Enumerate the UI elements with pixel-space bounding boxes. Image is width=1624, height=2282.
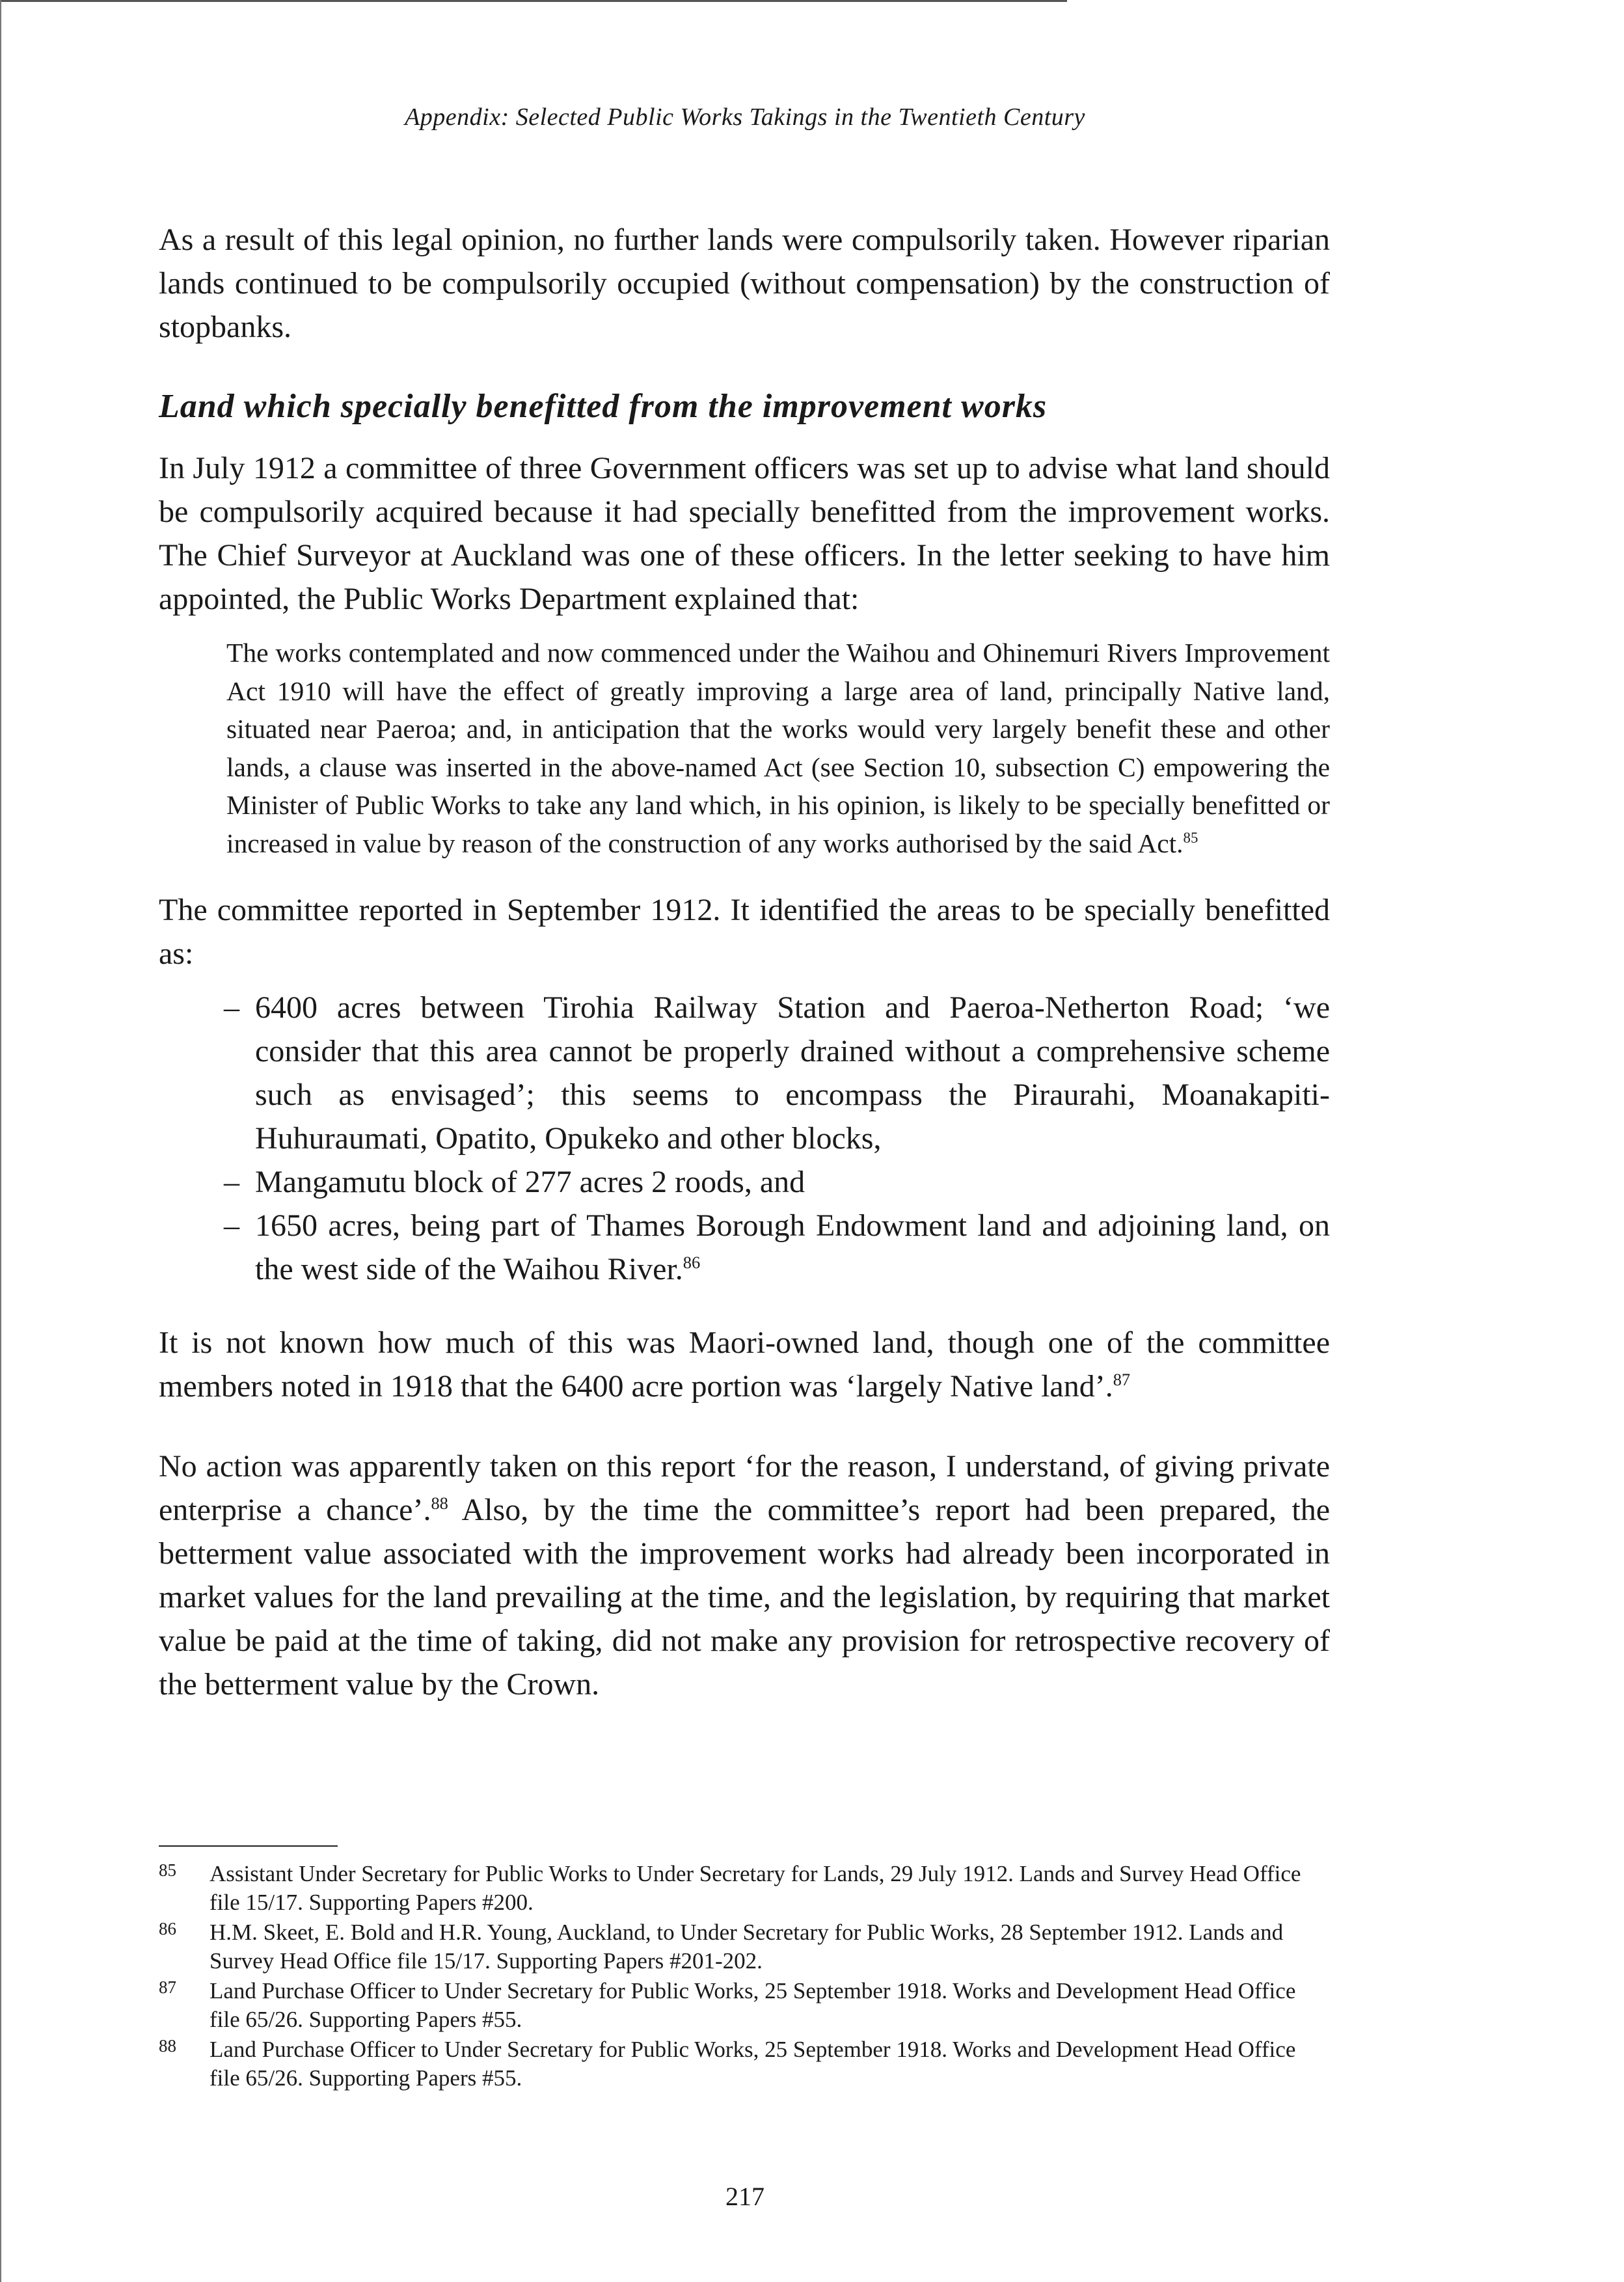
page-number: 217 [725,2182,765,2211]
footnote-ref-88[interactable]: 88 [431,1493,448,1513]
footnote-text: Land Purchase Officer to Under Secretary for Public Works, 25 September 1918. Works and Development Head Office file 65/26. Supporting Papers #55. [210,1978,1296,2032]
paragraph-3: The committee reported in September 1912. It identified the areas to be specially benefitted as: [159,893,1330,971]
footnote-ref-85[interactable]: 85 [1183,829,1198,846]
footnote-ref-87[interactable]: 87 [1113,1370,1131,1389]
list-item [159,1160,1330,1204]
list-item [159,1204,1330,1291]
block-quote [226,634,1330,862]
block-quote-text: The works contemplated and now commenced under the Waihou and Ohinemuri Rivers Improvement Act 1910 will have the effect of greatly improving a large area of land, principally Native land, situated near Paeroa; and, in anticipation that the works would very largely benefit these and other lands, a clause was inserted in the above-named Act (see Section 10, subsection C) empowering the Minister of Public Works to take any land which, in his opinion, is likely to be specially benefitted or increased in value by reason of the construction of any works authorised by the said Act. [226,638,1330,858]
list-item-text: 6400 acres between Tirohia Railway Station and Paeroa-Netherton Road; ‘we consider that this area cannot be properly drained without a comprehensive scheme such as envisaged’; this seems to encompass the Piraurahi, Moanakapiti-Huhuraumati, Opatito, Opukeko and other blocks, [255,990,1330,1156]
footnote-text: Assistant Under Secretary for Public Works to Under Secretary for Lands, 29 July 1912. Lands and Survey Head Office file 15/17. Supporting Papers #200. [210,1861,1301,1915]
scan-top-edge [0,0,1067,2]
footnotes [159,1860,1330,2094]
paragraph-5 [159,1445,1330,1706]
section-heading: Land which specially benefitted from the improvement works [159,388,1048,425]
footnote-86 [159,1918,1330,1976]
footnote-number: 85 [159,1860,176,1880]
main-text [159,218,1330,1743]
list-item-text: Mangamutu block of 277 acres 2 roods, and [255,1165,805,1199]
list-item [159,986,1330,1160]
dash-marker: – [224,990,239,1025]
footnote-text: H.M. Skeet, E. Bold and H.R. Young, Auckland, to Under Secretary for Public Works, 28 September 1912. Lands and Survey Head Office file 15/17. Supporting Papers #201-202. [210,1920,1284,1974]
list-item-text: 1650 acres, being part of Thames Borough Endowment land and adjoining land, on the west side of the Waihou River. [255,1208,1330,1286]
scan-left-edge [0,0,1,2282]
footnote-separator [159,1845,338,1847]
paragraph-4-text: It is not known how much of this was Maori-owned land, though one of the committee members noted in 1918 that the 6400 acre portion was ‘largely Native land’. [159,1325,1330,1404]
footnote-text: Land Purchase Officer to Under Secretary for Public Works, 25 September 1918. Works and Development Head Office file 65/26. Supporting Papers #55. [210,2037,1296,2091]
footnote-number: 87 [159,1977,176,1997]
paragraph-4 [159,1321,1330,1408]
benefitted-areas-list [159,986,1330,1291]
paragraph-5-text-a: No action was apparently taken on this report ‘for the reason, I understand, of giving private enterprise a chance’. [159,1449,1330,1527]
footnote-ref-86[interactable]: 86 [683,1253,701,1272]
paragraph-5-text-b: Also, by the time the committee’s report had been prepared, the betterment value associated with the improvement works had already been incorporated in market values for the land prevailing at the time, and the legislation, by requiring that market value be paid at the time of taking, did not make any provision for retrospective recovery of the betterment value by the Crown. [159,1493,1330,1702]
dash-marker: – [224,1208,239,1243]
running-header: Appendix: Selected Public Works Takings in the Twentieth Century [405,103,1085,131]
footnote-number: 88 [159,2036,176,2056]
footnote-88 [159,2035,1330,2093]
footnote-87 [159,1977,1330,2034]
paragraph-2: In July 1912 a committee of three Government officers was set up to advise what land should be compulsorily acquired because it had specially benefitted from the improvement works. The Chief Surveyor at Auckland was one of these officers. In the letter seeking to have him appointed, the Public Works Department explained that: [159,451,1330,616]
footnote-number: 86 [159,1919,176,1938]
dash-marker: – [224,1165,239,1199]
paragraph-1: As a result of this legal opinion, no further lands were compulsorily taken. However riparian lands continued to be compulsorily occupied (without compensation) by the construction of stopbanks. [159,223,1330,344]
footnote-85 [159,1860,1330,1917]
